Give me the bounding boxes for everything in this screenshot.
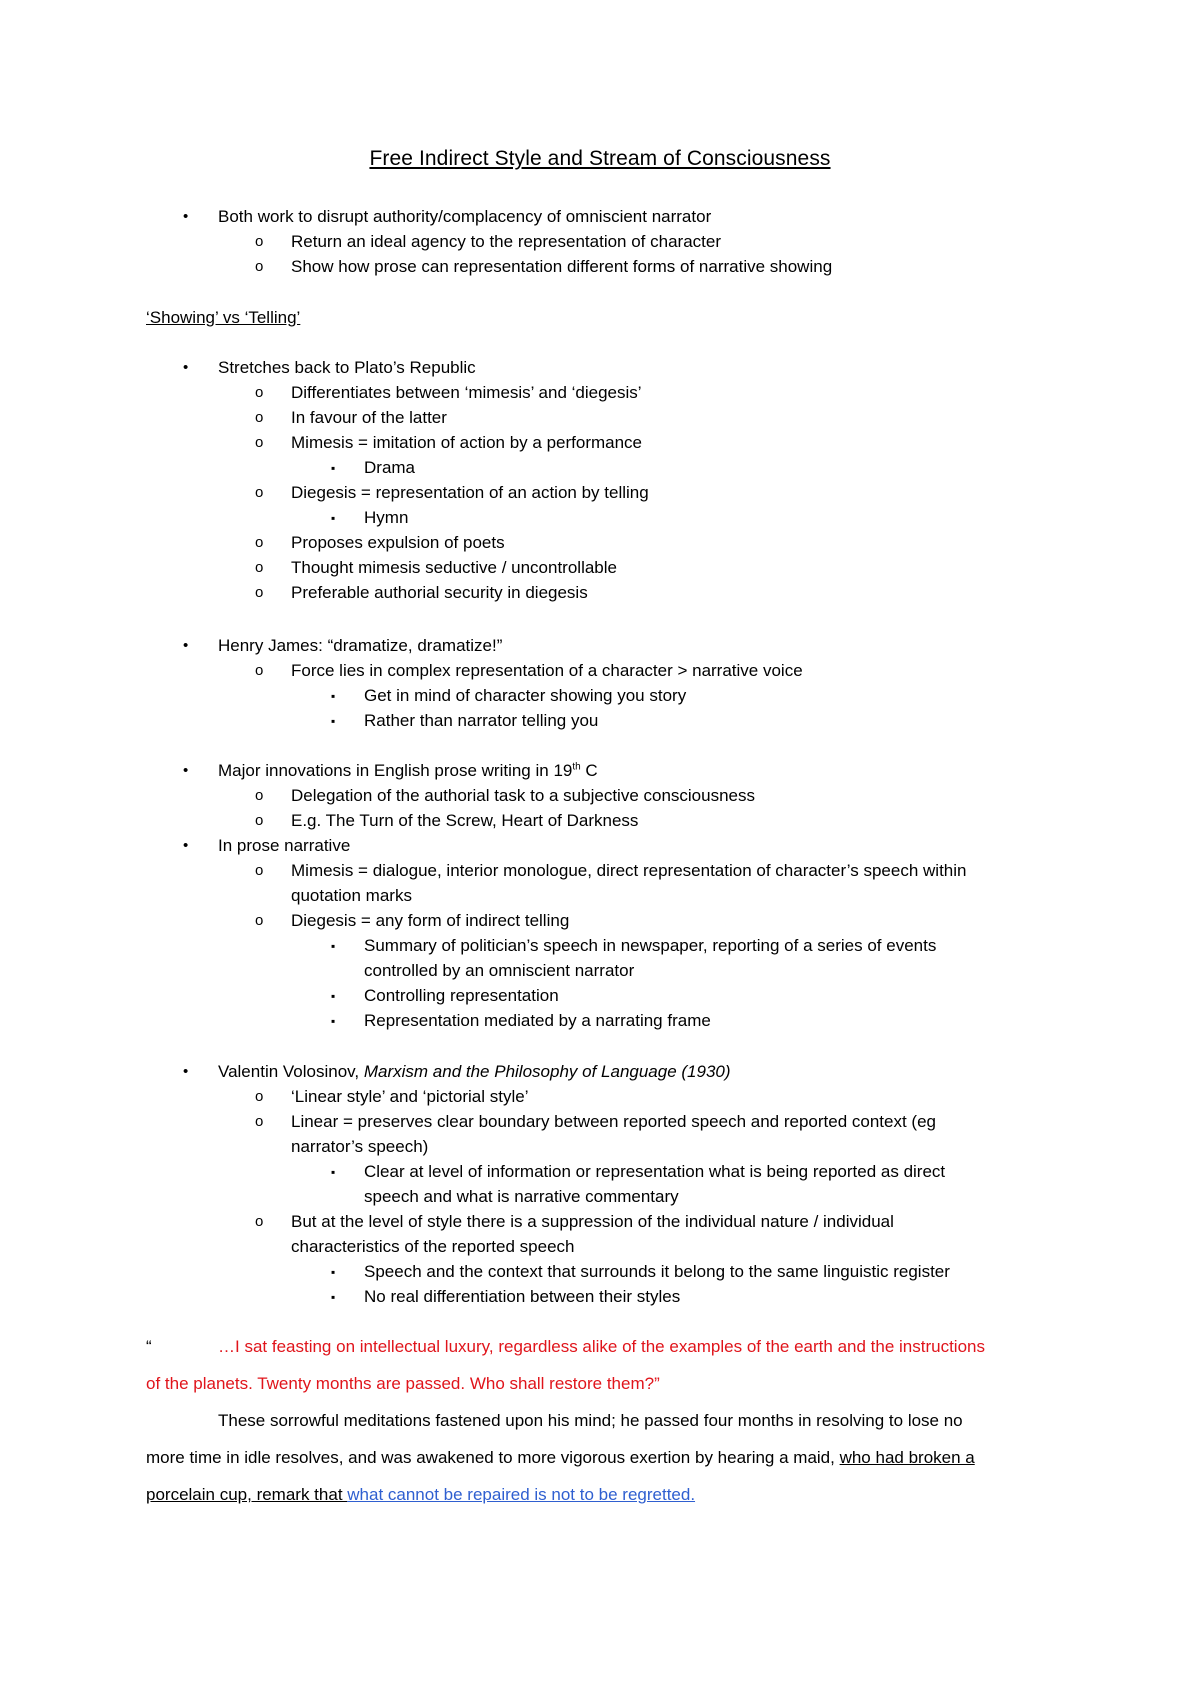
sub-bullet-marker: o — [255, 812, 264, 829]
sub-sub-bullet-marker: ▪ — [331, 461, 336, 475]
paragraph-line — [146, 1446, 975, 1470]
list-item: Diegesis = any form of indirect telling — [291, 911, 570, 930]
sub-bullet-marker: o — [255, 1113, 264, 1130]
sub-sub-bullet-marker: ▪ — [331, 714, 336, 728]
list-item: Preferable authorial security in diegesis — [291, 583, 588, 602]
bullet-marker: • — [183, 637, 189, 654]
sub-bullet-marker: o — [255, 384, 264, 401]
sub-bullet-marker: o — [255, 258, 264, 275]
list-item: But at the level of style there is a suppression of the individual nature / individual — [291, 1212, 894, 1231]
sub-sub-bullet-marker: ▪ — [331, 1014, 336, 1028]
bullet-marker: • — [183, 837, 189, 854]
list-item: ‘Linear style’ and ‘pictorial style’ — [291, 1087, 529, 1106]
sub-bullet-marker: o — [255, 484, 264, 501]
list-item-text: Major innovations in English prose writing in 19 — [218, 761, 573, 780]
list-item: Rather than narrator telling you — [364, 711, 599, 730]
list-item: Clear at level of information or representation what is being reported as direct — [364, 1162, 946, 1181]
list-item — [218, 760, 598, 782]
superscript: th — [572, 761, 581, 773]
sub-bullet-marker: o — [255, 787, 264, 804]
sub-bullet-marker: o — [255, 434, 264, 451]
list-item: In prose narrative — [218, 836, 351, 855]
list-item: Both work to disrupt authority/complacency of omniscient narrator — [218, 207, 712, 226]
sub-sub-bullet-marker: ▪ — [331, 1290, 336, 1304]
page-title: Free Indirect Style and Stream of Consciousness — [369, 147, 831, 170]
list-item-continuation: controlled by an omniscient narrator — [364, 961, 635, 980]
list-item: Drama — [364, 458, 416, 477]
quote-text-red: …I sat feasting on intellectual luxury, regardless alike of the examples of the earth and the instructions — [218, 1337, 985, 1356]
list-item-continuation: characteristics of the reported speech — [291, 1237, 575, 1256]
underlined-text: who had broken a — [839, 1448, 975, 1467]
sub-bullet-marker: o — [255, 409, 264, 426]
sub-sub-bullet-marker: ▪ — [331, 511, 336, 525]
sub-bullet-marker: o — [255, 1213, 264, 1230]
sub-bullet-marker: o — [255, 559, 264, 576]
bullet-marker: • — [183, 208, 189, 225]
sub-bullet-marker: o — [255, 534, 264, 551]
list-item: Controlling representation — [364, 986, 559, 1005]
sub-sub-bullet-marker: ▪ — [331, 989, 336, 1003]
sub-sub-bullet-marker: ▪ — [331, 689, 336, 703]
list-item — [218, 1061, 731, 1083]
list-item: Delegation of the authorial task to a subjective consciousness — [291, 786, 755, 805]
quote-open-mark: “ — [146, 1337, 152, 1356]
sub-bullet-marker: o — [255, 862, 264, 879]
list-item: Summary of politician’s speech in newspaper, reporting of a series of events — [364, 936, 937, 955]
section-heading: ‘Showing’ vs ‘Telling’ — [146, 308, 301, 327]
list-item-continuation: quotation marks — [291, 886, 412, 905]
sub-sub-bullet-marker: ▪ — [331, 939, 336, 953]
list-item: Linear = preserves clear boundary between reported speech and reported context (eg — [291, 1112, 936, 1131]
list-item: No real differentiation between their styles — [364, 1287, 681, 1306]
quote-text-red: of the planets. Twenty months are passed. Who shall restore them?” — [146, 1374, 660, 1393]
list-item: Henry James: “dramatize, dramatize!” — [218, 636, 503, 655]
sub-bullet-marker: o — [255, 1088, 264, 1105]
sub-sub-bullet-marker: ▪ — [331, 1165, 336, 1179]
sub-bullet-marker: o — [255, 912, 264, 929]
sub-bullet-marker: o — [255, 662, 264, 679]
list-item: Hymn — [364, 508, 409, 527]
sub-bullet-marker: o — [255, 584, 264, 601]
list-item-continuation: narrator’s speech) — [291, 1137, 429, 1156]
list-item: Representation mediated by a narrating frame — [364, 1011, 711, 1030]
list-item: Proposes expulsion of poets — [291, 533, 505, 552]
list-item: Differentiates between ‘mimesis’ and ‘diegesis’ — [291, 383, 642, 402]
list-item: Get in mind of character showing you story — [364, 686, 687, 705]
list-item: Speech and the context that surrounds it belong to the same linguistic register — [364, 1262, 950, 1281]
list-item: Mimesis = dialogue, interior monologue, direct representation of character’s speech within — [291, 861, 967, 880]
bullet-marker: • — [183, 762, 189, 779]
list-item: Mimesis = imitation of action by a performance — [291, 433, 643, 452]
underlined-text: porcelain cup, remark that — [146, 1485, 348, 1504]
list-item-continuation: speech and what is narrative commentary — [364, 1187, 679, 1206]
list-item: In favour of the latter — [291, 408, 447, 427]
list-item: Return an ideal agency to the representation of character — [291, 232, 721, 251]
bullet-marker: • — [183, 1063, 189, 1080]
sub-sub-bullet-marker: ▪ — [331, 1265, 336, 1279]
bullet-marker: • — [183, 359, 189, 376]
sub-bullet-marker: o — [255, 233, 264, 250]
book-title: Marxism and the Philosophy of Language (1930) — [363, 1062, 731, 1081]
list-item: Thought mimesis seductive / uncontrollable — [291, 558, 617, 577]
list-item: Stretches back to Plato’s Republic — [218, 358, 476, 377]
paragraph-text: more time in idle resolves, and was awakened to more vigorous exertion by hearing a maid, — [146, 1448, 840, 1467]
list-item: Force lies in complex representation of a character > narrative voice — [291, 661, 803, 680]
list-item: E.g. The Turn of the Screw, Heart of Darkness — [291, 811, 639, 830]
paragraph-line — [146, 1483, 695, 1507]
list-item-text: Valentin Volosinov, — [218, 1062, 364, 1081]
highlighted-link-text[interactable]: what cannot be repaired is not to be regretted. — [347, 1485, 696, 1504]
list-item-text: C — [580, 761, 598, 780]
list-item: Diegesis = representation of an action by telling — [291, 483, 649, 502]
list-item: Show how prose can representation different forms of narrative showing — [291, 257, 833, 276]
paragraph-line: These sorrowful meditations fastened upon his mind; he passed four months in resolving to lose no — [218, 1411, 963, 1430]
